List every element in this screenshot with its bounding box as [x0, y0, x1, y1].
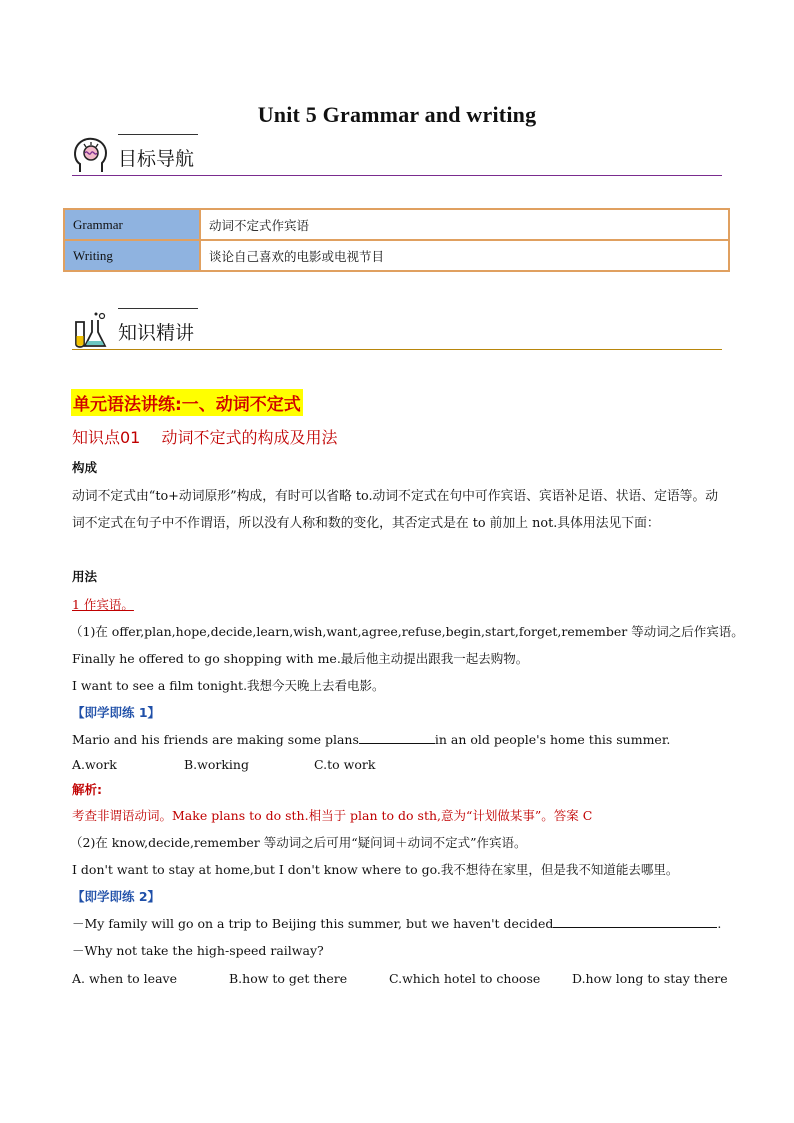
option-c: C.to work — [314, 757, 376, 772]
option-b: B.working — [184, 757, 249, 772]
usage-item-1: 1 作宾语。 — [72, 597, 134, 612]
section-header-goals — [72, 134, 722, 178]
header-top-rule — [118, 308, 198, 309]
question-text: －My family will go on a trip to Beijing this summer, but we haven't decided — [72, 916, 554, 931]
usage-label: 用法 — [72, 569, 98, 584]
practice-2-label: 【即学即练 2】 — [72, 889, 161, 904]
goal-key: Grammar — [64, 209, 200, 240]
analysis-text: 考查非谓语动词。Make plans to do sth.相当于 plan to do sth,意为“计划做某事”。答案 C — [72, 808, 593, 823]
option-b: B.how to get there — [229, 971, 348, 986]
practice-2-line-1 — [72, 915, 721, 933]
goal-value: 动词不定式作宾语 — [200, 209, 729, 240]
analysis-label: 解析: — [72, 782, 102, 797]
section-title-knowledge: 知识精讲 — [118, 322, 195, 344]
brain-head-icon — [72, 136, 110, 176]
example-2: I want to see a film tonight.我想今天晚上去看电影。 — [72, 678, 385, 693]
lab-flask-icon — [72, 310, 110, 350]
goal-value: 谈论自己喜欢的电影或电视节目 — [200, 240, 729, 271]
option-c: C.which hotel to choose — [389, 971, 541, 986]
composition-label: 构成 — [72, 460, 98, 475]
question-text: Mario and his friends are making some plans — [72, 732, 359, 747]
header-bottom-rule — [72, 175, 722, 176]
question-text: . — [717, 916, 722, 931]
option-a: A. when to leave — [72, 971, 177, 986]
example-3: I don't want to stay at home,but I don't know where to go.我不想待在家里，但是我不知道能去哪里。 — [72, 862, 679, 877]
page-title: Unit 5 Grammar and writing — [257, 102, 537, 127]
table-row — [64, 209, 729, 240]
table-row — [64, 240, 729, 271]
goal-key: Writing — [64, 240, 200, 271]
header-top-rule — [118, 134, 198, 135]
unit-heading: 单元语法讲练:一、动词不定式 — [71, 389, 303, 416]
answer-blank — [553, 915, 717, 928]
practice-1-question — [72, 731, 670, 749]
rule-2: （2)在 know,decide,remember 等动词之后可用“疑问词＋动词不定式”作宾语。 — [70, 835, 527, 850]
option-a: A.work — [72, 757, 117, 772]
rule-1: （1)在 offer,plan,hope,decide,learn,wish,want,agree,refuse,begin,start,forget,remember 等动词之后作宾语。 — [70, 624, 744, 639]
section-title-goals: 目标导航 — [118, 148, 195, 170]
composition-text: 动词不定式由“to+动词原形”构成，有时可以省略 to.动词不定式在句中可作宾语、宾语补足语、状语、定语等。动词不定式在句子中不作谓语，所以没有人称和数的变化，其否定式是在 to 前加上 not.具体用法见下面： — [72, 489, 719, 531]
practice-2-line-2: －Why not take the high-speed railway? — [72, 943, 324, 958]
header-bottom-rule — [72, 349, 722, 350]
question-text: in an old people's home this summer. — [434, 732, 671, 747]
option-d: D.how long to stay there — [572, 971, 728, 986]
knowledge-point-heading: 知识点01 动词不定式的构成及用法 — [72, 428, 338, 447]
practice-1-label: 【即学即练 1】 — [72, 705, 161, 720]
goals-table — [63, 208, 730, 272]
section-header-knowledge — [72, 308, 722, 352]
example-1: Finally he offered to go shopping with me.最后他主动提出跟我一起去购物。 — [72, 651, 529, 666]
answer-blank — [359, 731, 435, 744]
